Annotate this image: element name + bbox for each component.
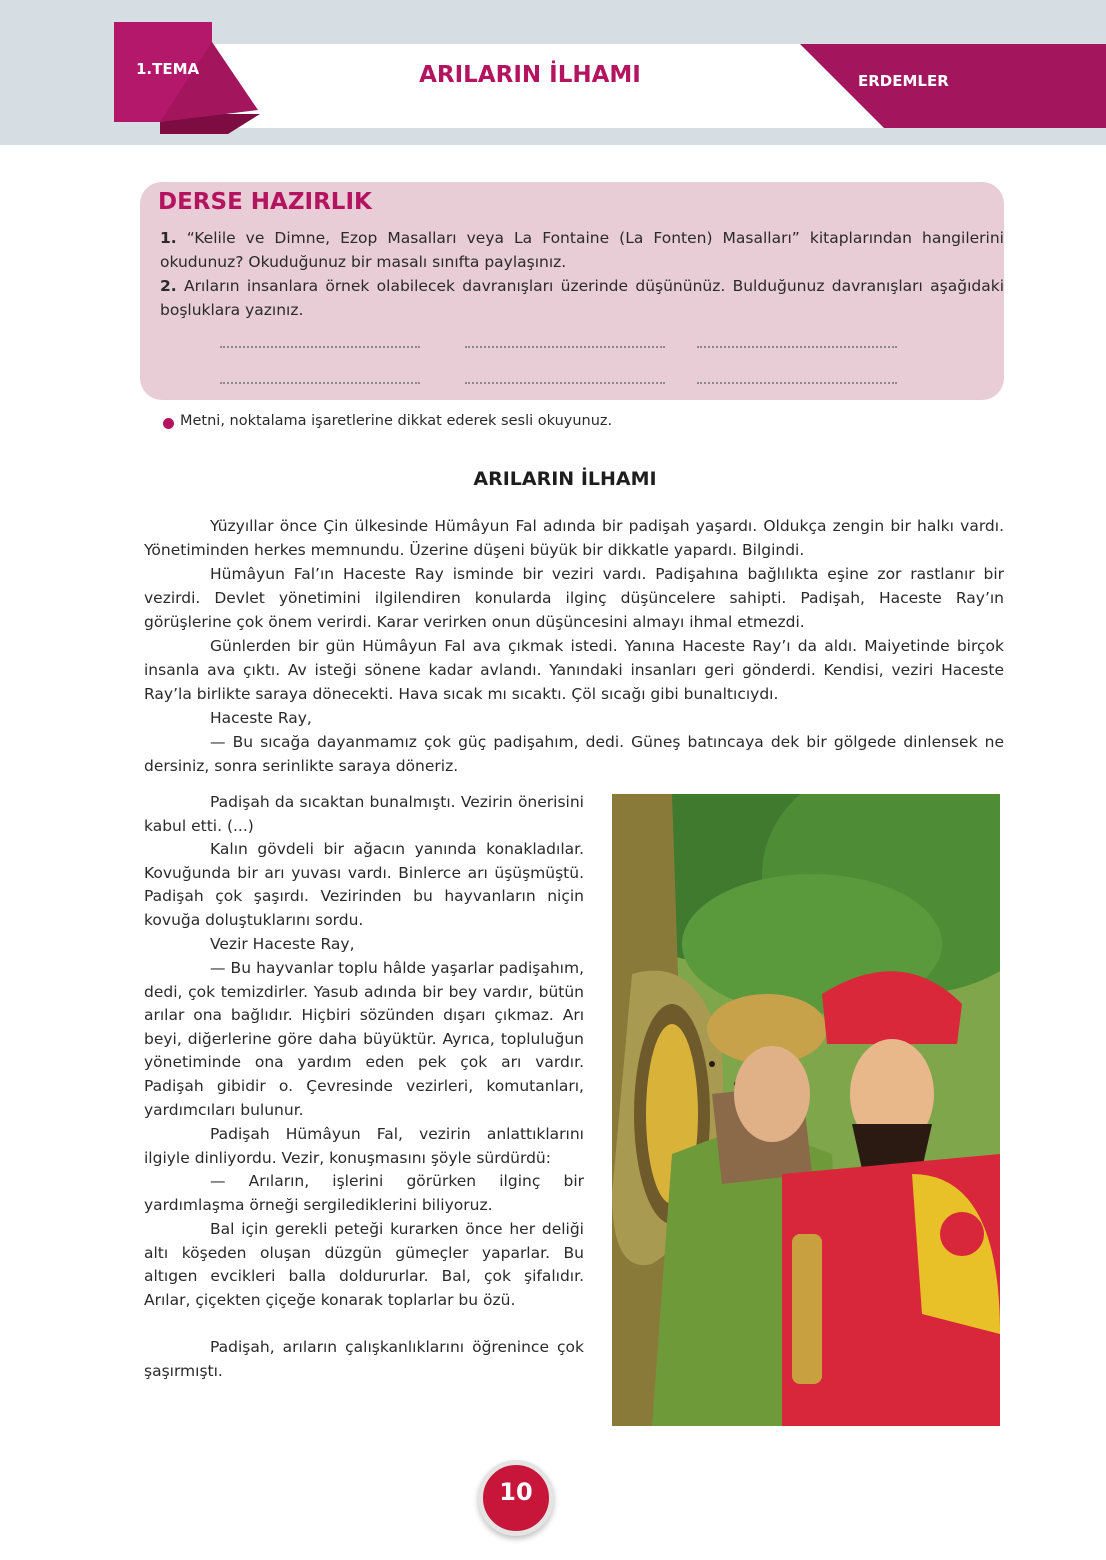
answer-blank[interactable] [465,382,665,386]
column-paragraph: Padişah da sıcaktan bunalmıştı. Vezirin önerisini kabul etti. (...) [144,793,584,835]
question-2-text: Arıların insanlara örnek olabilecek davranışları üzerinde düşününüz. Bulduğunuz davranışları aşağıdaki boşluklara yazınız. [160,277,1004,319]
question-1-text: “Kelile ve Dimne, Ezop Masalları veya La Fontaine (La Fonten) Masalları” kitaplarından hangilerini okudunuz? Okuduğunuz bir masalı sınıfta paylaşınız. [160,229,1004,271]
story-paragraph: Haceste Ray, [210,709,312,727]
story-paragraph: Yüzyıllar önce Çin ülkesinde Hümâyun Fal adında bir padişah yaşardı. Oldukça zengin bir halkı vardı. Yönetiminden herkes memnundu. Üzerine düşeni büyük bir dikkatle yapardı. Bilgindi. [144,517,1004,559]
question-1 [160,226,1004,274]
column-paragraph: Padişah, arıların çalışkanlıklarını öğrenince çok şaşırmıştı. [144,1338,584,1380]
answer-blank[interactable] [465,346,665,350]
column-paragraph: Kalın gövdeli bir ağacın yanında konakladılar. Kovuğunda bir arı yuvası vardı. Binlerce arı üşüşmüştü. Padişah çok şaşırdı. Vezirinden bu hayvanların niçin kovuğa doluştuklarını sordu. [144,840,584,929]
theme-label: 1.TEMA [136,60,200,78]
question-1-number: 1. [160,229,177,247]
answer-blank[interactable] [697,346,897,350]
column-paragraph: Padişah Hümâyun Fal, vezirin anlattıklarını ilgiyle dinliyordu. Vezir, konuşmasını şöyle sürdürdü: [144,1125,584,1167]
category-ribbon [800,44,1106,128]
category-label: ERDEMLER [858,72,949,90]
story-illustration [612,794,1000,1426]
theme-ribbon [100,18,260,140]
answer-blank[interactable] [697,382,897,386]
preparation-title: DERSE HAZIRLIK [158,189,372,215]
column-paragraph: — Arıların, işlerini görürken ilginç bir yardımlaşma örneği sergilediklerini biliyoruz. [144,1172,584,1214]
question-2 [160,274,1004,322]
story-title: ARILARIN İLHAMI [473,468,657,490]
bullet-icon [163,418,174,429]
answer-blank[interactable] [220,382,420,386]
reading-instruction: Metni, noktalama işaretlerine dikkat ederek sesli okuyunuz. [180,413,613,429]
column-paragraph: Vezir Haceste Ray, [210,935,355,953]
answer-blank[interactable] [220,346,420,350]
page-number: 10 [499,1478,533,1506]
question-2-number: 2. [160,277,177,295]
story-paragraph: — Bu sıcağa dayanmamız çok güç padişahım, dedi. Güneş batıncaya dek bir gölgede dinlensek ne dersiniz, sonra serinlikte saraya döneriz. [144,733,1004,775]
story-paragraph: Hümâyun Fal’ın Haceste Ray isminde bir veziri vardı. Padişahına bağlılıkta eşine zor rastlanır bir vezirdi. Devlet yönetimini ilgilendiren konularda ilginç düşüncelere sahipti. Padişah, Haceste Ray’ın görüşlerine çok önem verirdi. Karar verirken onun düşüncesini almayı ihmal etmezdi. [144,565,1004,631]
page-title: ARILARIN İLHAMI [419,62,641,88]
column-paragraph: — Bu hayvanlar toplu hâlde yaşarlar padişahım, dedi, çok temizdirler. Yasub adında bir bey vardır, bütün arılar ona bağlıdır. Hiçbiri sözünden dışarı çıkmaz. Arı beyi, diğerlerine göre daha büyüktür. Ayrıca, topluluğun yönetiminde ona yardım eden pek çok arı vardır. Padişah gibidir o. Çevresinde vezirleri, komutanları, yardımcıları bulunur. [144,959,584,1119]
story-paragraph: Günlerden bir gün Hümâyun Fal ava çıkmak istedi. Yanına Haceste Ray’ı da aldı. Maiyetinde birçok insanla ava çıktı. Av isteği sönene kadar avlandı. Yanındaki insanları geri gönderdi. Kendisi, veziri Haceste Ray’la birlikte saraya dönecekti. Hava sıcak mı sıcaktı. Çöl sıcağı gibi bunaltıcıydı. [144,637,1004,703]
column-paragraph: Bal için gerekli peteği kurarken önce her deliği altı köşeden oluşan düzgün gümeçler yaparlar. Bu altıgen evcikleri balla doldururlar. Bal, çok şifalıdır. Arılar, çiçekten çiçeğe konarak toplarlar bu özü. [144,1220,584,1309]
